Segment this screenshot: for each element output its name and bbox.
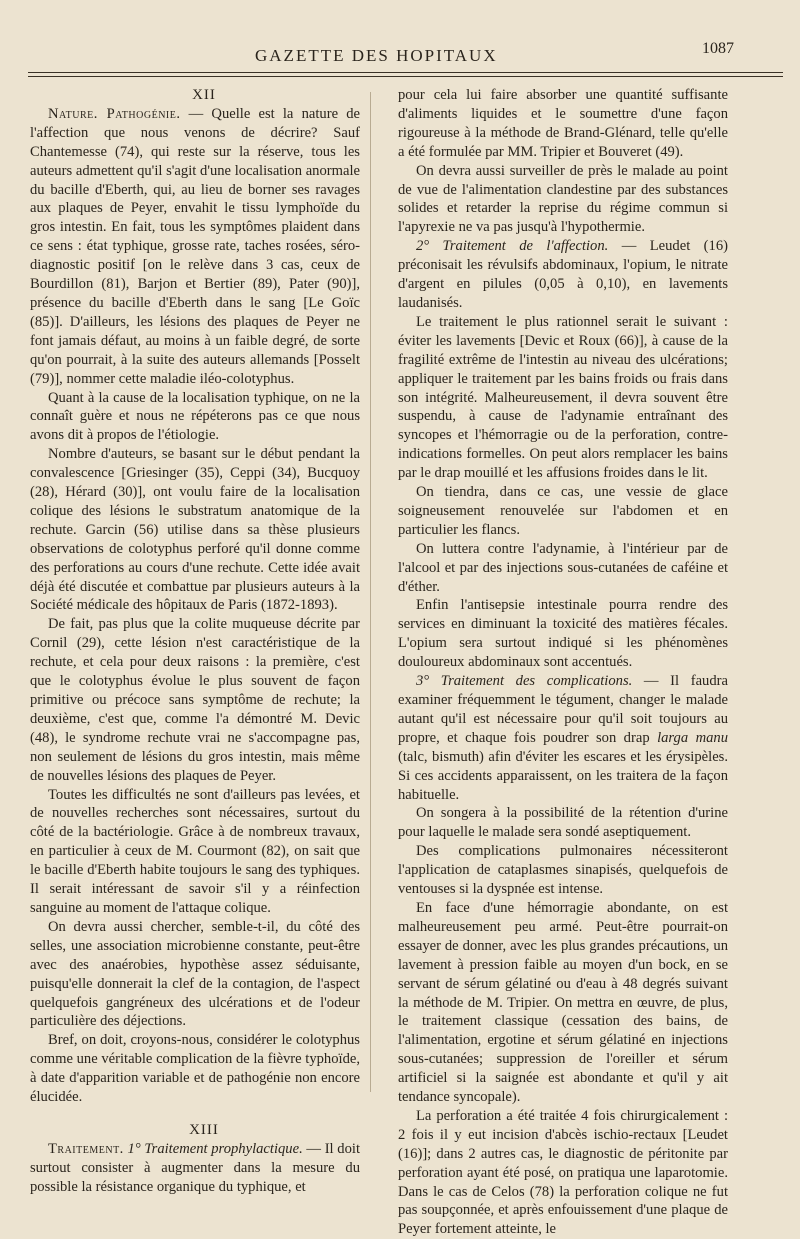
paragraph: Toutes les difficultés ne sont d'ailleurs pas levées, et de nouvelles recherches sont nécessaires, surtout du côté de la bactériologie. Grâce à de nombreux travaux, en particulier à ceux de M. Courmont (82), on sait que le bacille d'Eberth habite toujours le sang des typhiques. Il serait intéressant de savoir s'il y a réinfection sanguine au moment de l'attaque colique. — [30, 786, 360, 916]
paragraph-lead: Traitement. — [48, 1140, 124, 1157]
paragraph: De fait, pas plus que la colite muqueuse décrite par Cornil (29), cette lésion n'est caractéristique de la rechute, et cela pour deux raisons : la première, c'est que le colotyphus évolue le plus souvent de façon primitive ou précoce sans symptôme de rechute; la deuxième, c'est que, comme l'a démontré M. Devic (48), le syndrome rechute vrai ne s'accompagne pas, non seulement de lésions du gros intestin, mais même de nouvelles lésions des plaques de Peyer. — [30, 616, 360, 784]
paragraph-italic: 3° Traitement des complications. — [416, 673, 633, 690]
paragraph — [398, 672, 728, 804]
running-title: GAZETTE DES HOPITAUX — [255, 46, 498, 65]
right-column — [398, 86, 728, 1239]
paragraph: En face d'une hémorragie abondante, on est malheureusement peu armé. Peut-être pourrait-on essayer de donner, avec les plus grandes précautions, un lavement à pression faible au moyen d'un bock, en se servant de sérum gélatiné ou d'eau à 48 degrés suivant la méthode de M. Tripier. On mettra en œuvre, de plus, le traitement classique (cessation des bains, de l'alimentation, ergotine et sérum gélatiné en injections sous-cutanées; suppression de l'oreiller et sérum artificiel si la saignée est abondante et qu'il y ait tendance syncopale). — [398, 899, 728, 1106]
paragraph: Des complications pulmonaires nécessiteront l'application de cataplasmes sinapisés, quelquefois de ventouses si la dyspnée est intense. — [398, 843, 728, 898]
paragraph — [30, 1140, 360, 1197]
paragraph-text: — Leudet (16) préconisait les révulsifs abdominaux, l'opium, le nitrate d'argent en pilules (0,05 à 0,10), en lavements laudanisés. — [398, 238, 728, 311]
paragraph — [398, 237, 728, 313]
paragraph: pour cela lui faire absorber une quantité suffisante d'aliments liquides et le soumettre d'une façon rigoureuse à la méthode de Brand-Glénard, telle qu'elle a été formulée par MM. Tripier et Bouveret (49). — [398, 87, 728, 160]
page-header — [0, 40, 800, 70]
paragraph: Enfin l'antisepsie intestinale pourra rendre des services en diminuant la toxicité des matières fécales. L'opium sera surtout indiqué si les phénomènes douloureux abdominaux sont accentués. — [398, 597, 728, 671]
paragraph-text: — Il doit surtout consister à augmenter dans la mesure du possible la résistance organique du typhique, et — [30, 1140, 360, 1195]
column-separator — [370, 92, 371, 1092]
paragraph: On luttera contre l'adynamie, à l'intérieur par de l'alcool et par des injections sous-cutanées de caféine et d'éther. — [398, 540, 728, 595]
paragraph: On tiendra, dans ce cas, une vessie de glace soigneusement renouvelée sur l'abdomen et en particulier les flancs. — [398, 484, 728, 538]
section-heading-xii: XII — [192, 87, 216, 103]
paragraph: On devra aussi chercher, semble-t-il, du côté des selles, une association microbienne constante, peut-être avec des anaérobies, hypothèse assez séduisante, puisqu'elle donnerait la clef de la contagion, de l'aspect quelquefois gangréneux des ulcérations et de l'odeur particulière des déjections. — [30, 918, 360, 1030]
paragraph-italic: 1° Traitement prophylactique. — [127, 1140, 303, 1157]
paragraph-text: — Il faudra examiner fréquemment le tégument, changer le malade autant qu'il est nécessaire pour qu'il soit toujours au propre, et chaque fois poudrer son drap — [398, 673, 728, 746]
paragraph-text: (talc, bismuth) afin d'éviter les escares et les érysipèles. Si ces accidents apparaissent, on les traitera de la façon habituelle. — [398, 748, 728, 803]
section-heading-xiii: XIII — [189, 1121, 219, 1138]
paragraph-italic: 2° Traitement de l'affection. — [416, 238, 609, 255]
paragraph: La perforation a été traitée 4 fois chirurgicalement : 2 fois il y eut incision d'abcès ischio-rectaux [Leudet (16)]; dans 2 autres cas, le diagnostic de péritonite par perforation ayant été posé, on pratiqua une laparotomie. Dans le cas de Celos (78) la perforation colique ne fut pas soupçonnée, et après enfouissement d'une plaque de Peyer fortement atteinte, le — [398, 1107, 728, 1238]
page-number: 1087 — [702, 40, 734, 57]
paragraph: Quant à la cause de la localisation typhique, on ne la connaît guère et nous ne répéterons pas ce que nous avons dit à propos de l'étiologie. — [30, 389, 360, 444]
paragraph-text: — Quelle est la nature de l'affection que nous venons de décrire? Sauf Chantemesse (74), qui reste sur la réserve, tous les auteurs admettent qu'il s'agit d'une localisation anormale du bacille d'Eberth, qui, au lieu de borner ses ravages aux plaques de Peyer, envahit le tissu lymphoïde du gros intestin. En fait, tous les symptômes plaident dans ce sens : état typhique, grosse rate, taches rosées, séro-diagnostic positif [on le relève dans 3 cas, ceux de Bourdillon (81), Barjon et Bertier (89), Pater (90)], présence du bacille d'Eberth dans le sang [Le Goïc (85)]. D'ailleurs, les lésions des plaques de Peyer ne font jamais défaut, au moins à un faible degré, de sorte qu'on pourrait, à la suite des auteurs allemands [Posselt (79)], nommer cette maladie iléo-colotyphus. — [30, 105, 360, 387]
paragraph — [30, 105, 360, 389]
paragraph: Bref, on doit, croyons-nous, considérer le colotyphus comme une véritable complication de la fièvre typhoïde, à date d'apparition variable et de pathogénie non encore élucidée. — [30, 1032, 360, 1106]
paragraph: On songera à la possibilité de la rétention d'urine pour laquelle le malade sera sondé aseptiquement. — [398, 805, 728, 841]
paragraph: Le traitement le plus rationnel serait le suivant : éviter les lavements [Devic et Roux (66)], à cause de la fragilité extrême de l'intestin au niveau des ulcérations; appliquer le traitement par les bains froids ou frais dans son intégrité. Malheureusement, il devra souvent être suspendu, à cause de l'adynamie entraînant des syncopes et l'hémorragie ou de la perforation, contre-indications formelles. On peut alors remplacer les bains par le drap mouillé et les affusions froides dans le lit. — [398, 313, 728, 482]
paragraph: On devra aussi surveiller de près le malade au point de vue de l'alimentation clandestine par des substances solides et retarder la reprise du régime commun si l'apyrexie ne va pas jusqu'à l'hypothermie. — [398, 162, 728, 236]
paragraph: Nombre d'auteurs, se basant sur le début pendant la convalescence [Griesinger (35), Ceppi (34), Bucquoy (28), Hérard (30)], ont voulu faire de la localisation colique des lésions le substratum anatomique de la rechute. Garcin (56) utilise dans sa thèse plusieurs observations de colotyphus perforé qu'il donne comme des perforations au cours d'une rechute. Cette idée avait déjà été discutée et combattue par plusieurs auteurs à la Société médicale des hôpitaux de Paris (1872-1893). — [30, 446, 360, 614]
paragraph-italic: larga manu — [657, 729, 728, 746]
header-rule-bottom — [28, 76, 783, 77]
left-column — [30, 86, 360, 1197]
header-rule-top — [28, 72, 783, 73]
paragraph-lead: Nature. Pathogénie. — [48, 105, 181, 122]
